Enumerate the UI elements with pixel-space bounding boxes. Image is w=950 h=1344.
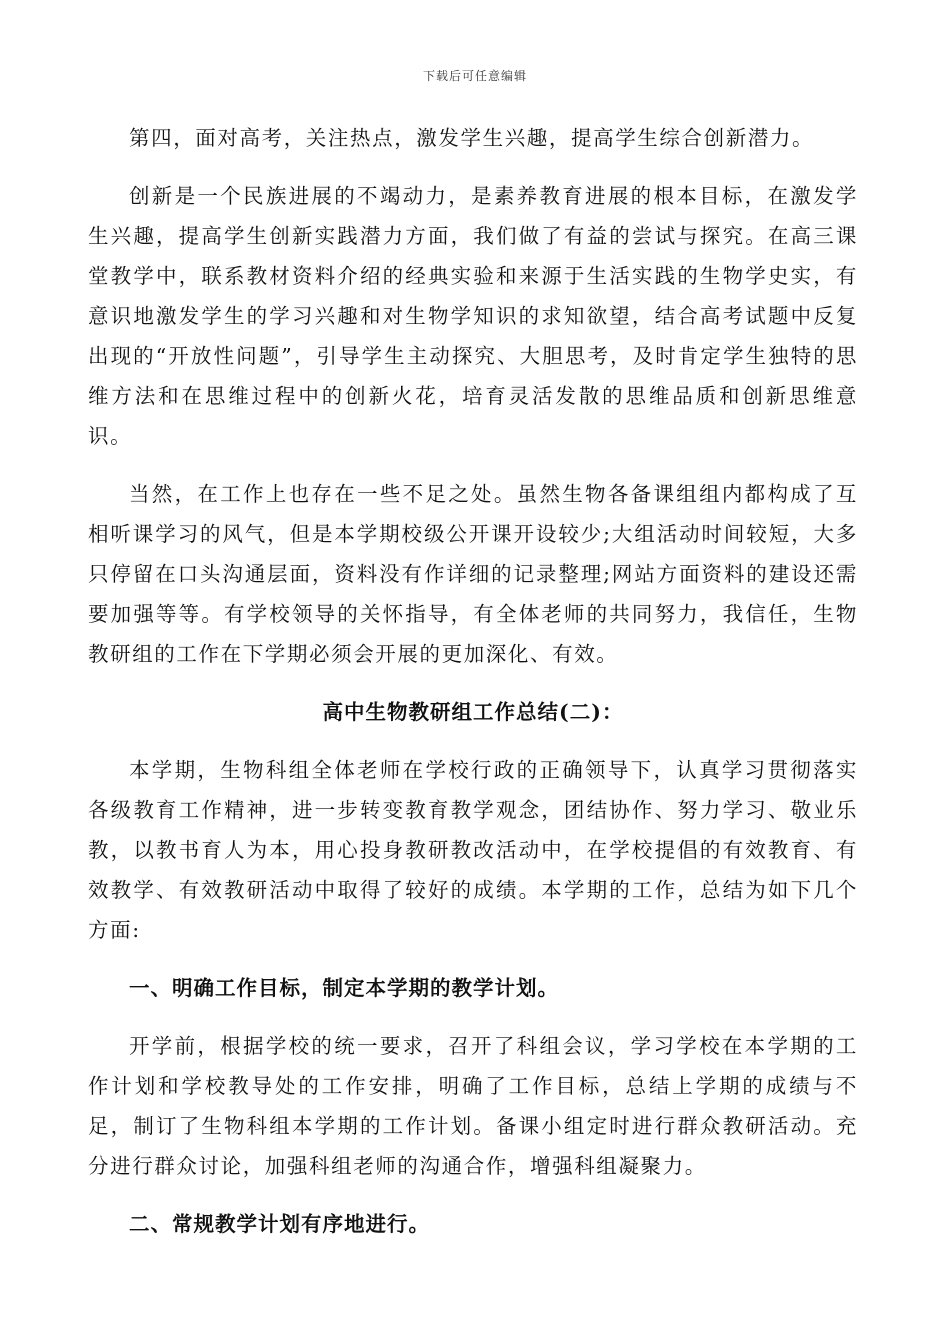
section-title: 高中生物教研组工作总结(二)： xyxy=(322,700,624,724)
paragraph-1: 第四，面对高考，关注热点，激发学生兴趣，提高学生综合创新潜力。 xyxy=(129,126,815,150)
paragraph-4: 本学期，生物科组全体老师在学校行政的正确领导下，认真学习贯彻落实各级教育工作精神，进一步转变教育教学观念，团结协作、努力学习、敬业乐教，以教书育人为本，用心投身教研教改活动中，在学校提倡的有效教育、有效教学、有效教研活动中取得了较好的成绩。本学期的工作，总结为如下几个方面: xyxy=(88,758,858,942)
subheading-1: 一、明确工作目标，制定本学期的教学计划。 xyxy=(129,976,559,1000)
document-body xyxy=(88,118,858,1262)
paragraph-3: 当然，在工作上也存在一些不足之处。虽然生物各备课组组内都构成了互相听课学习的风气，但是本学期校级公开课开设较少;大组活动时间较短，大多只停留在口头沟通层面，资料没有作详细的记录整理;网站方面资料的建设还需要加强等等。有学校领导的关怀指导，有全体老师的共同努力，我信任，生物教研组的工作在下学期必须会开展的更加深化、有效。 xyxy=(88,482,858,666)
paragraph-5: 开学前，根据学校的统一要求，召开了科组会议，学习学校在本学期的工作计划和学校教导处的工作安排，明确了工作目标，总结上学期的成绩与不足，制订了生物科组本学期的工作计划。备课小组定时进行群众教研活动。充分进行群众讨论，加强科组老师的沟通合作，增强科组凝聚力。 xyxy=(88,1034,858,1178)
header-note: 下载后可任意编辑 xyxy=(422,69,527,83)
paragraph-2: 创新是一个民族进展的不竭动力，是素养教育进展的根本目标，在激发学生兴趣，提高学生创新实践潜力方面，我们做了有益的尝试与探究。在高三课堂教学中，联系教材资料介绍的经典实验和来源于生活实践的生物学史实，有意识地激发学生的学习兴趣和对生物学知识的求知欲望，结合高考试题中反复出现的“开放性问题”，引导学生主动探究、大胆思考，及时肯定学生独特的思维方法和在思维过程中的创新火花，培育灵活发散的思维品质和创新思维意识。 xyxy=(88,184,858,448)
subheading-2: 二、常规教学计划有序地进行。 xyxy=(129,1212,430,1236)
